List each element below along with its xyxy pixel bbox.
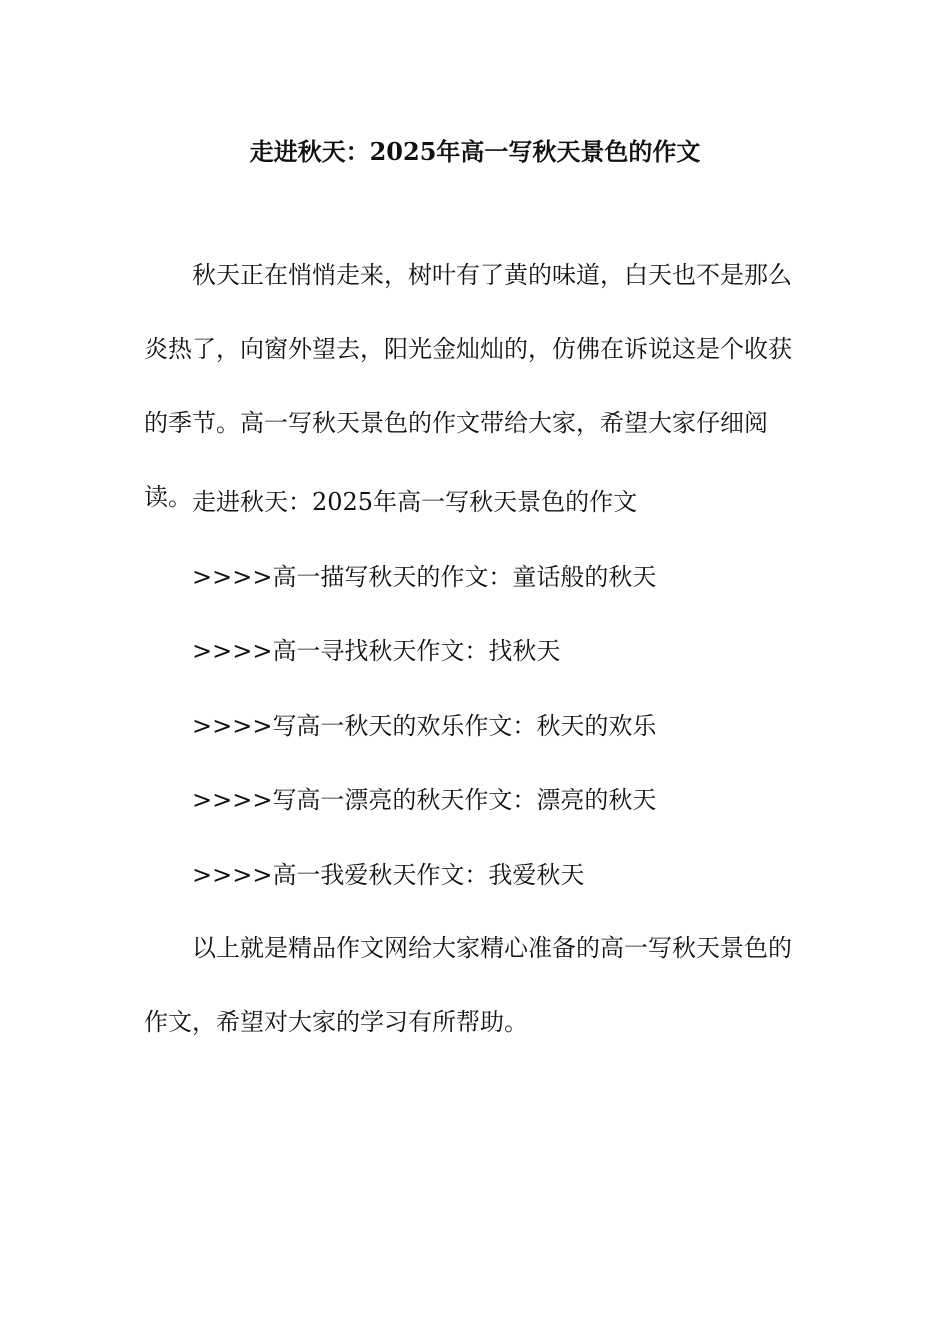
article-link[interactable]: >>>>高一寻找秋天作文：找秋天 <box>192 637 561 665</box>
toc-heading: 走进秋天：2025年高一写秋天景色的作文 <box>192 488 638 516</box>
article-link[interactable]: >>>>写高一漂亮的秋天作文：漂亮的秋天 <box>192 786 657 814</box>
intro-paragraph: 秋天正在悄悄走来，树叶有了黄的味道，白天也不是那么炎热了，向窗外望去，阳光金灿灿的，仿佛在诉说这是个收获的季节。高一写秋天景色的作文带给大家，希望大家仔细阅读。 <box>144 261 792 511</box>
document-title: 走进秋天：2025年高一写秋天景色的作文 <box>249 137 701 166</box>
closing-paragraph: 以上就是精品作文网给大家精心准备的高一写秋天景色的作文，希望对大家的学习有所帮助。 <box>144 934 792 1036</box>
article-link[interactable]: >>>>写高一秋天的欢乐作文：秋天的欢乐 <box>192 712 657 740</box>
article-link[interactable]: >>>>高一我爱秋天作文：我爱秋天 <box>192 861 585 889</box>
article-link[interactable]: >>>>高一描写秋天的作文：童话般的秋天 <box>192 563 657 591</box>
